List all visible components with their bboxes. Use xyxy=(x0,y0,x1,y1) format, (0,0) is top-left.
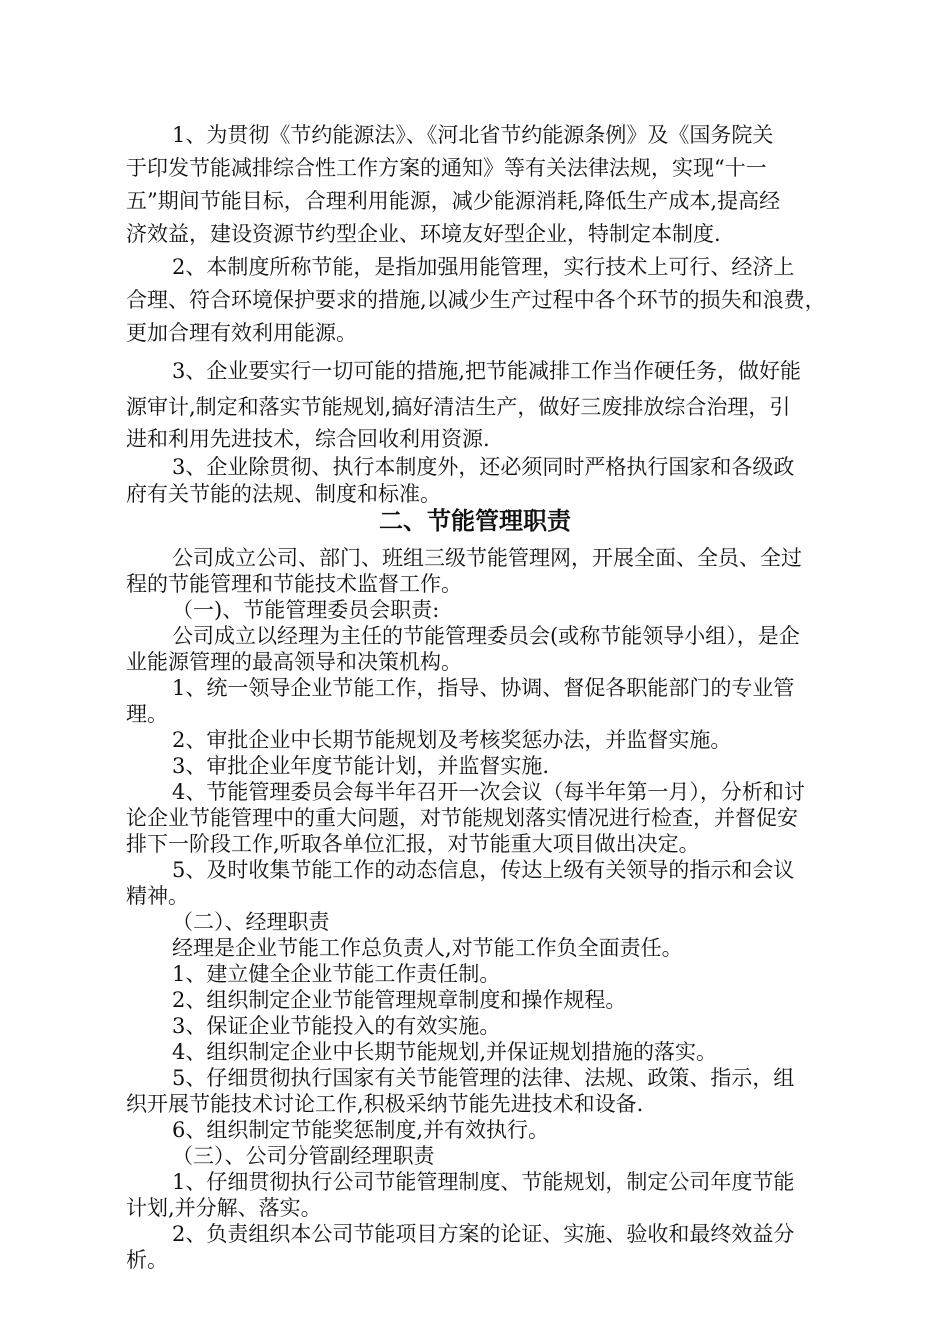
list-item: 1、建立健全企业节能工作责任制。 xyxy=(172,962,501,986)
text-line: 公司成立公司、部门、班组三级节能管理网，开展全面、全员、全过 xyxy=(172,546,802,570)
list-item: 1、统一领导企业节能工作，指导、协调、督促各职能部门的专业管 xyxy=(172,676,795,700)
text-line: 公司成立以经理为主任的节能管理委员会(或称节能领导小组），是企 xyxy=(172,624,800,648)
text-line: 合理、符合环境保护要求的措施,以减少生产过程中各个环节的损失和浪费， xyxy=(126,288,826,312)
text-line: 1、为贯彻《节约能源法》、《河北省节约能源条例》及《国务院关 xyxy=(172,123,774,147)
list-item: 1、仔细贯彻执行公司节能管理制度、节能规划，制定公司年度节能 xyxy=(172,1170,795,1194)
list-item: 5、及时收集节能工作的动态信息，传达上级有关领导的指示和会议 xyxy=(172,858,795,882)
subsection-title: （三）、公司分管副经理职责 xyxy=(172,1144,435,1168)
text-line: 源审计,制定和落实节能规划,搞好清洁生产，做好三废排放综合治理，引 xyxy=(126,395,791,419)
list-item: 2、负责组织本公司节能项目方案的论证、实施、验收和最终效益分 xyxy=(172,1222,795,1246)
list-item: 理。 xyxy=(126,702,168,726)
text-line: 3、企业要实行一切可能的措施,把节能减排工作当作硬任务，做好能 xyxy=(172,359,802,383)
list-item: 5、仔细贯彻执行国家有关节能管理的法律、法规、政策、指示，组 xyxy=(172,1066,795,1090)
text-line: 程的节能管理和节能技术监督工作。 xyxy=(126,572,462,596)
list-item: 4、组织制定企业中长期节能规划,并保证规划措施的落实。 xyxy=(172,1040,718,1064)
text-line: 济效益，建设资源节约型企业、环境友好型企业，特制定本制度. xyxy=(126,222,721,246)
text-line: 府有关节能的法规、制度和标准。 xyxy=(126,482,441,506)
text-line: 业能源管理的最高领导和决策机构。 xyxy=(126,650,462,674)
section-heading: 二、节能管理职责 xyxy=(379,507,571,535)
list-item: 3、审批企业年度节能计划，并监督实施. xyxy=(172,754,550,778)
text-line: 3、企业除贯彻、执行本制度外，还必须同时严格执行国家和各级政 xyxy=(172,455,795,479)
list-item: 计划,并分解、落实。 xyxy=(126,1196,322,1220)
text-line: 2、本制度所称节能，是指加强用能管理，实行技术上可行、经济上 xyxy=(172,255,795,279)
text-line: 进和利用先进技术，综合回收利用资源. xyxy=(126,427,490,451)
list-item: 4、节能管理委员会每半年召开一次会议（每半年第一月），分析和讨 xyxy=(172,780,805,804)
list-item: 织开展节能技术讨论工作,积极采纳节能先进技术和设备. xyxy=(126,1092,644,1116)
list-item: 排下一阶段工作,听取各单位汇报，对节能重大项目做出决定。 xyxy=(126,832,700,856)
list-item: 3、保证企业节能投入的有效实施。 xyxy=(172,1014,501,1038)
text-line: 更加合理有效利用能源。 xyxy=(126,321,357,345)
list-item: 6、组织制定节能奖惩制度,并有效执行。 xyxy=(172,1118,550,1142)
list-item: 2、审批企业中长期节能规划及考核奖惩办法，并监督实施。 xyxy=(172,728,732,752)
text-line: 五”期间节能目标，合理利用能源，减少能源消耗,降低生产成本,提高经 xyxy=(126,189,781,213)
list-item: 论企业节能管理中的重大问题，对节能规划落实情况进行检查，并督促安 xyxy=(126,806,798,830)
list-item: 精神。 xyxy=(126,884,189,908)
subsection-title: （二）、经理职责 xyxy=(172,910,330,934)
text-line: 经理是企业节能工作总负责人,对节能工作负全面责任。 xyxy=(172,936,683,960)
text-line: 于印发节能减排综合性工作方案的通知》等有关法律法规，实现“十一 xyxy=(126,156,767,180)
list-item: 2、组织制定企业节能管理规章制度和操作规程。 xyxy=(172,988,627,1012)
list-item: 析。 xyxy=(126,1248,168,1272)
subsection-title: （一)、节能管理委员会职责: xyxy=(172,598,440,622)
